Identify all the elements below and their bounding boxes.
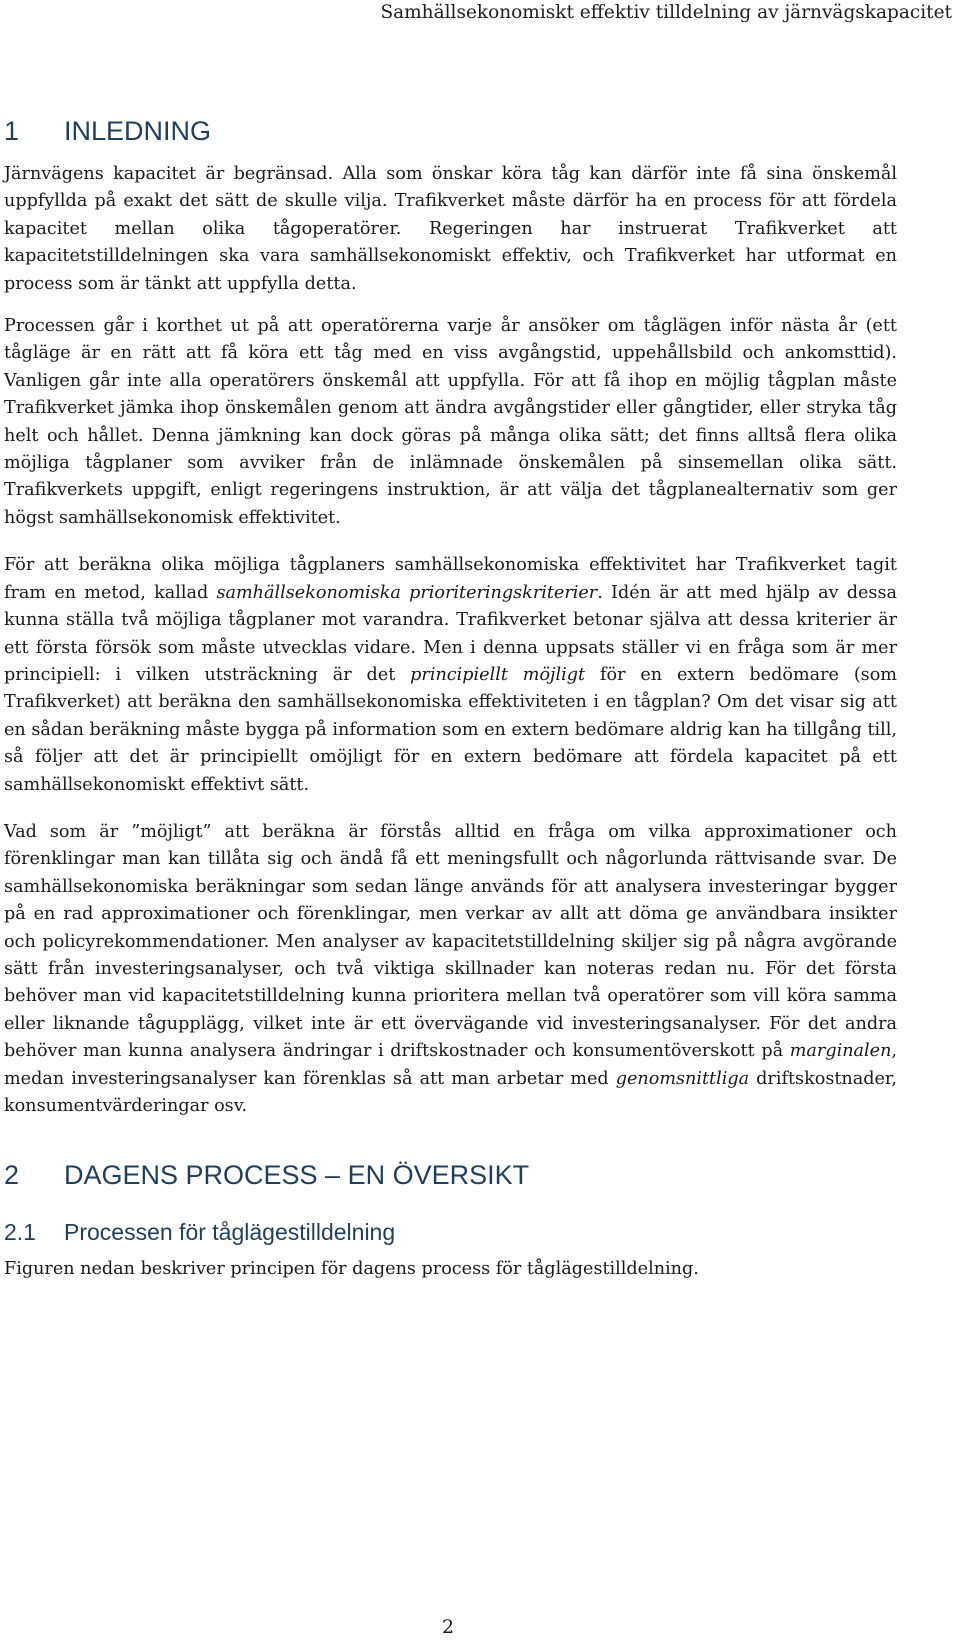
section-heading-inledning <box>4 116 897 147</box>
text-run: för en extern bedömare (som Trafikverket) att beräkna den samhällsekonomiska effektiviteten i en tågplan? Om det visar sig att en sådan beräkning måste bygga på information som en extern bedömare aldrig kan ha tillgång till, så följer att det är principiellt omöjligt för en extern bedömare att fördela kapacitet på ett samhällsekonomiskt effektivt sätt. <box>4 664 897 795</box>
text-run: För att beräkna olika möjliga tågplaners samhällsekonomiska effektivitet har Trafikverket tagit fram en metod, kallad <box>4 555 897 603</box>
section-number: 1 <box>4 116 20 146</box>
emphasis-text: genomsnittliga <box>615 1068 750 1089</box>
section-title: INLEDNING <box>64 116 212 146</box>
paragraph-intro-2: Processen går i korthet ut på att operatörerna varje år ansöker om tåglägen inför nästa år (ett tågläge är en rätt att få köra ett tåg med en viss avgångstid, uppehållsbild och ankomsttid). Vanligen går inte alla operatörers önskemål att uppfylla. För att få ihop en möjlig tågplan måste Trafikverket jämka ihop önskemålen genom att ändra avgångstider eller gångtider, eller stryka tåg helt och hållet. Denna jämkning kan dock göras på många olika sätt; det finns alltså flera olika möjliga tågplaner som avviker från de inlämnade önskemålen på sinsemellan olika sätt. Trafikverkets uppgift, enligt regeringens instruktion, är att välja det tågplanealternativ som ger högst samhällsekonomisk effektivitet. <box>4 316 897 528</box>
document-body <box>4 116 897 1284</box>
text-run: Vad som är ”möjligt” att beräkna är förstås alltid en fråga om vilka approximationer och förenklingar man kan tillåta sig och ändå få ett meningsfullt och någorlunda rättvisande svar. De samhällsekonomiska beräkningar som sedan länge används för att analysera investeringar bygger på en rad approximationer och förenklingar, men verkar av allt att döma ge användbara insikter och policyrekommendationer. Men analyser av kapacitetstilldelning skiljer sig på några avgörande sätt från investeringsanalyser, och två viktiga skillnader kan noteras redan nu. För det första behöver man vid kapacitetstilldelning kunna prioritera mellan två operatörer som vill köra samma eller liknande tågupplägg, vilket inte är ett övervägande vid investeringsanalyser. För det andra behöver man kunna analysera ändringar i driftskostnader och konsumentöverskott på <box>4 821 897 1062</box>
subsection-title: Processen för tåglägestilldelning <box>64 1219 396 1246</box>
running-header: Samhällsekonomiskt effektiv tilldelning av järnvägskapacitet <box>380 2 952 23</box>
section-number: 2 <box>4 1160 20 1191</box>
section-title: DAGENS PROCESS – EN ÖVERSIKT <box>64 1160 530 1191</box>
emphasis-text: samhällsekonomiska prioriteringskriterier <box>216 582 598 603</box>
subsection-number: 2.1 <box>4 1219 36 1246</box>
subsection-heading-processen <box>4 1219 897 1246</box>
paragraph-intro-4 <box>4 819 897 1120</box>
section-heading-dagens-process <box>4 1160 897 1191</box>
paragraph-processen-1: Figuren nedan beskriver principen för dagens process för tåglägestilldelning. <box>4 1259 699 1280</box>
text-run: . Idén är att med hjälp av dessa kunna ställa två möjliga tågplaner mot varandra. Trafikverket betonar själva att dessa kriterier är ett första försök som måste utvecklas vidare. Men i denna uppsats ställer vi en fråga som är mer principiell: i vilken utsträckning är det <box>4 582 897 685</box>
paragraph-intro-1: Järnvägens kapacitet är begränsad. Alla som önskar köra tåg kan därför inte få sina önskemål uppfyllda på exakt det sätt de skulle vilja. Trafikverket måste därför ha en process för att fördela kapacitet mellan olika tågoperatörer. Regeringen har instruerat Trafikverket att kapacitetstilldelningen ska vara samhällsekonomiskt effektiv, och Trafikverket har utformat en process som är tänkt att uppfylla detta. <box>4 164 897 294</box>
emphasis-text: marginalen <box>789 1041 892 1062</box>
page-number: 2 <box>441 1616 455 1638</box>
text-run: , medan investeringsanalyser kan förenklas så att man arbetar med <box>4 1041 897 1089</box>
emphasis-text: principiellt möjligt <box>410 664 586 685</box>
paragraph-intro-3 <box>4 552 897 799</box>
text-run: driftskostnader, konsumentvärderingar osv. <box>4 1068 897 1116</box>
